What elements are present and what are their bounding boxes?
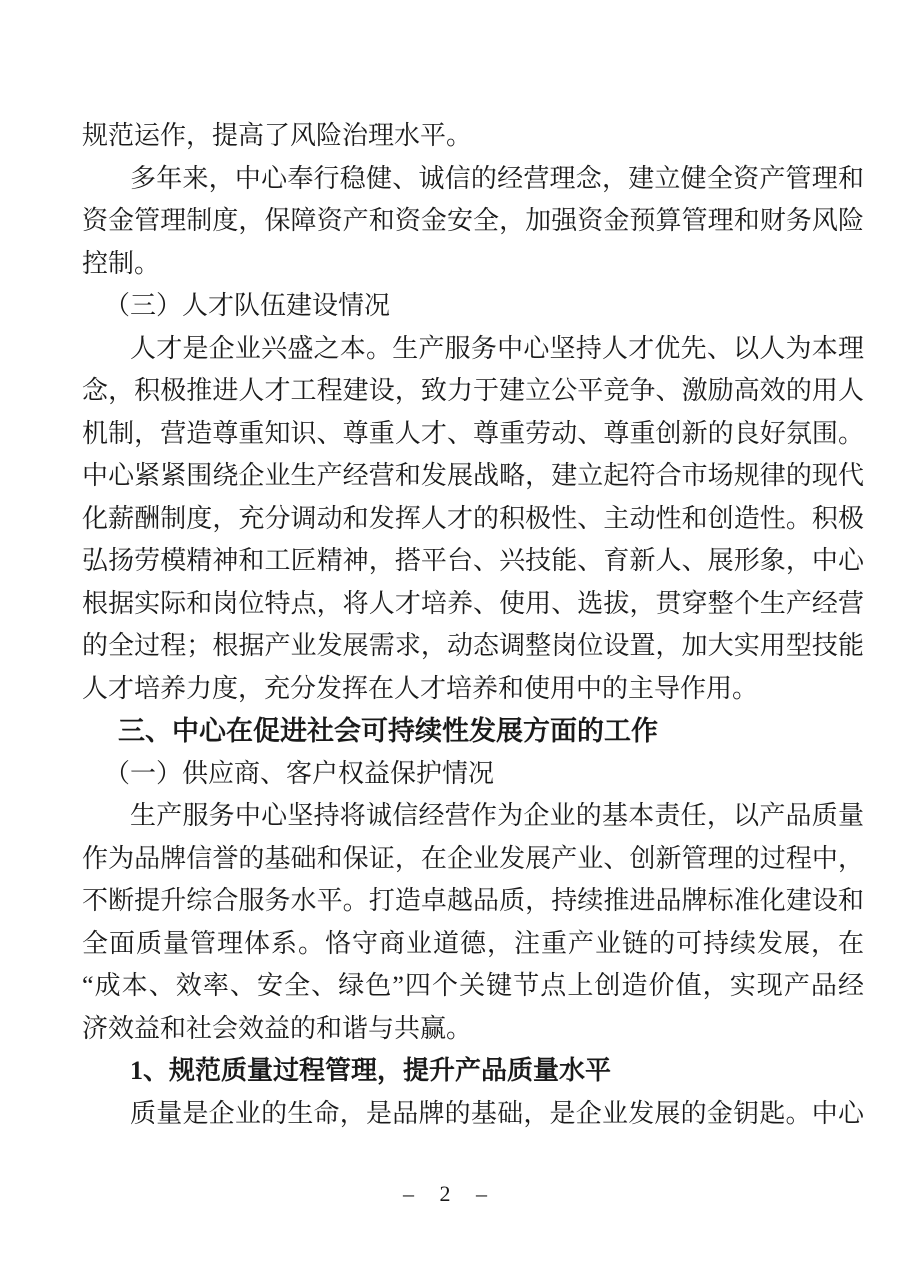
text-line: 机制，营造尊重知识、尊重人才、尊重劳动、尊重创新的良好氛围。 (82, 418, 864, 448)
text-line: （三）人才队伍建设情况 (104, 291, 391, 320)
text-line: 多年来，中心奉行稳健、诚信的经营理念，建立健全资产管理和 (130, 163, 864, 193)
text-line: 不断提升综合服务水平。打造卓越品质，持续推进品牌标准化建设和 (82, 886, 864, 915)
paragraph-continuation (82, 115, 864, 158)
text-line: 化薪酬制度，充分调动和发挥人才的积极性、主动性和创造性。积极 (82, 503, 864, 533)
text-line: 根据实际和岗位特点，将人才培养、使用、选拔，贯穿整个生产经营 (82, 588, 864, 618)
page-number: – 2 – (403, 1181, 497, 1206)
subsection-heading-supplier-rights (82, 753, 864, 796)
text-line: 的全过程；根据产业发展需求，动态调整岗位设置，加大实用型技能 (82, 631, 864, 660)
text-line: 作为品牌信誉的基础和保证，在企业发展产业、创新管理的过程中， (82, 843, 864, 873)
text-line: 资金管理制度，保障资产和资金安全，加强资金预算管理和财务风险 (82, 206, 864, 235)
text-line: （一）供应商、客户权益保护情况 (104, 758, 495, 788)
text-line: 济效益和社会效益的和谐与共赢。 (82, 1013, 473, 1043)
text-line: 1、规范质量过程管理，提升产品质量水平 (130, 1056, 612, 1085)
text-line: 人才是企业兴盛之本。生产服务中心坚持人才优先、以人为本理 (130, 333, 864, 363)
document-content (82, 115, 864, 1135)
text-line: 全面质量管理体系。恪守商业道德，注重产业链的可持续发展，在 (82, 928, 864, 958)
section-heading-sustainability (82, 710, 864, 753)
numbered-heading-quality (82, 1050, 864, 1093)
text-line: 中心紧紧围绕企业生产经营和发展战略，建立起符合市场规律的现代 (82, 461, 864, 490)
text-line: 三、中心在促进社会可持续性发展方面的工作 (118, 716, 658, 746)
text-line: 生产服务中心坚持将诚信经营作为企业的基本责任，以产品质量 (130, 801, 864, 830)
text-line: 念，积极推进人才工程建设，致力于建立公平竞争、激励高效的用人 (82, 376, 864, 405)
paragraph-quality (82, 1093, 864, 1136)
text-line: 人才培养力度，充分发挥在人才培养和使用中的主导作用。 (82, 673, 759, 703)
paragraph-talent (82, 328, 864, 711)
text-line: “成本、效率、安全、绿色”四个关键节点上创造价值，实现产品经 (82, 971, 864, 1000)
subsection-heading-talent (82, 285, 864, 328)
paragraph-integrity (82, 795, 864, 1050)
text-line: 规范运作，提高了风险治理水平。 (82, 121, 473, 150)
paragraph-asset-management (82, 158, 864, 286)
text-line: 质量是企业的生命，是品牌的基础，是企业发展的金钥匙。中心 (130, 1098, 864, 1128)
text-line: 控制。 (82, 248, 161, 278)
text-line: 弘扬劳模精神和工匠精神，搭平台、兴技能、育新人、展形象，中心 (82, 546, 864, 575)
